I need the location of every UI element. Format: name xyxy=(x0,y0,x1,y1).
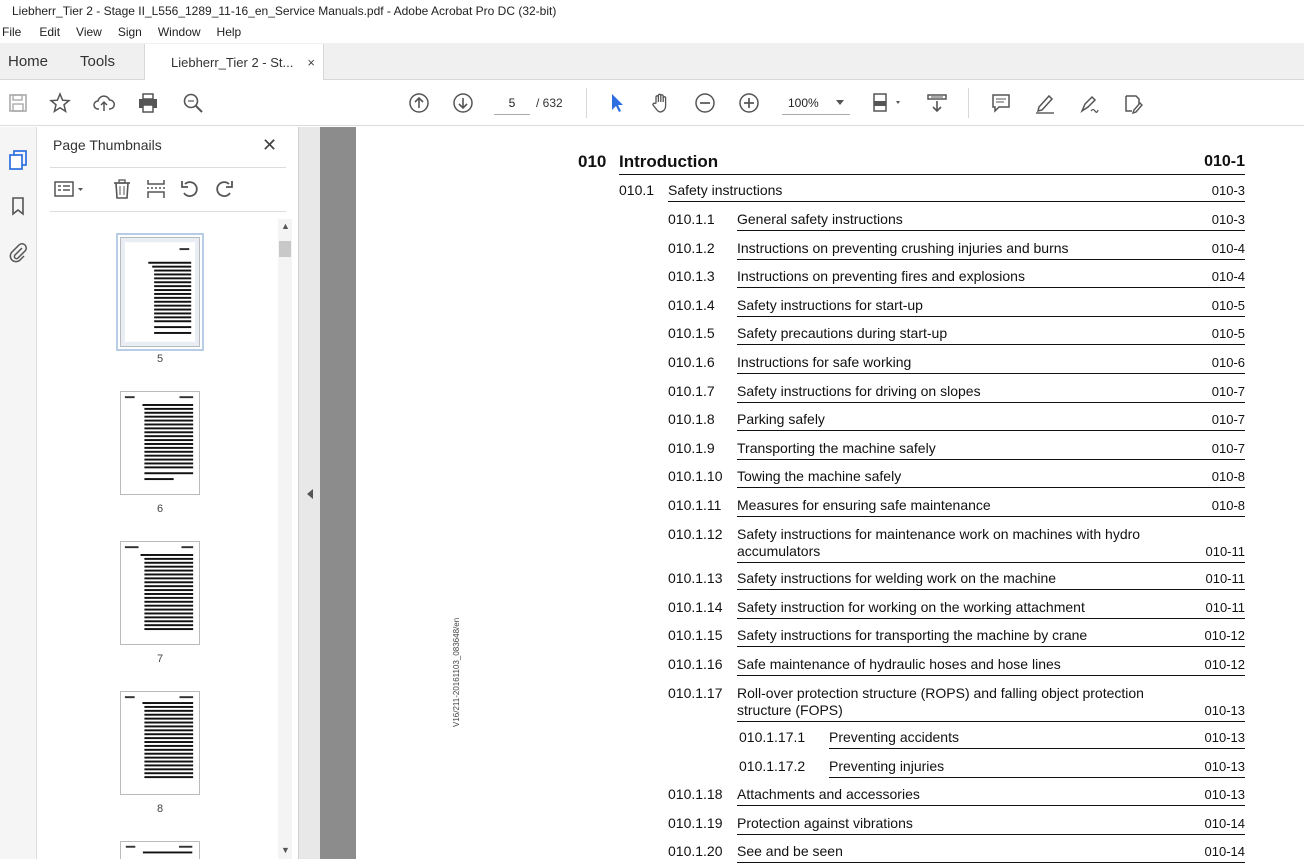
toc-entry-title: General safety instructions xyxy=(737,211,903,227)
toc-underline xyxy=(737,675,1245,676)
toc-entry-number: 010.1.3 xyxy=(668,268,715,285)
bookmark-star-icon[interactable] xyxy=(48,91,72,115)
toc-entry-number: 010.1.4 xyxy=(668,296,715,313)
page-thumbnail-9[interactable] xyxy=(120,841,200,859)
menu-file[interactable]: File xyxy=(2,25,22,39)
toc-entry[interactable] xyxy=(356,211,1245,233)
toc-entry[interactable] xyxy=(356,599,1245,621)
toc-underline xyxy=(829,748,1245,749)
toc-entry[interactable] xyxy=(356,440,1245,462)
close-panel-icon[interactable]: ✕ xyxy=(262,135,278,155)
toc-entry-title: Safety precautions during start-up xyxy=(737,325,948,342)
toc-entry-title: Safety instructions for maintenance work on machines with hydro xyxy=(737,525,1141,542)
toc-entry[interactable] xyxy=(356,354,1245,376)
toc-entry-number: 010.1.10 xyxy=(668,468,723,485)
toc-entry-number: 010.1.17 xyxy=(668,684,723,701)
delete-page-icon[interactable] xyxy=(110,177,134,201)
toc-entry-page: 010-3 xyxy=(1211,212,1245,227)
toc-entry-page: 010-13 xyxy=(1204,787,1245,803)
zoom-out-icon[interactable] xyxy=(693,91,717,115)
toc-entry[interactable] xyxy=(356,268,1245,290)
toc-underline xyxy=(829,777,1245,778)
toc-entry-title: Safe maintenance of hydraulic hoses and hose lines xyxy=(737,655,1061,672)
attachments-icon[interactable] xyxy=(5,239,31,265)
thumbnail-page-number: 6 xyxy=(156,503,164,515)
toc-underline xyxy=(737,721,1245,722)
zoom-level-select[interactable] xyxy=(782,91,850,115)
thumbnail-list xyxy=(38,215,278,859)
toc-entry-page: 010-11 xyxy=(1205,571,1245,587)
toc-entry-page: 010-12 xyxy=(1204,628,1245,644)
rotate-left-icon[interactable] xyxy=(178,177,202,201)
toc-entry[interactable] xyxy=(356,627,1245,649)
toc-entry-page: 010-13 xyxy=(1204,730,1245,745)
menu-window[interactable]: Window xyxy=(157,25,201,39)
thumbnail-preview xyxy=(121,238,199,346)
document-viewer xyxy=(320,127,1304,859)
next-page-icon[interactable] xyxy=(451,91,475,115)
toc-entry[interactable] xyxy=(356,468,1245,490)
panel-collapse-handle[interactable] xyxy=(298,127,320,859)
previous-page-icon[interactable] xyxy=(407,91,431,115)
page-thumbnail-5[interactable] xyxy=(120,237,200,347)
toc-underline xyxy=(737,618,1245,619)
toc-entry-page: 010-1 xyxy=(1204,153,1245,170)
toc-underline xyxy=(737,862,1245,863)
toc-entry-title: Safety instructions xyxy=(668,182,783,198)
toc-entry-page: 010-7 xyxy=(1211,440,1245,456)
toc-entry-page: 010-11 xyxy=(1205,543,1245,559)
page-thumbnail-8[interactable] xyxy=(120,691,200,795)
toc-entry-page: 010-12 xyxy=(1204,656,1245,672)
toc-entry-number: 010.1.16 xyxy=(668,655,723,672)
toc-entry-title: Safety instructions for driving on slopes xyxy=(737,382,981,399)
toc-entry-page: 010-7 xyxy=(1211,412,1245,428)
chevron-down-icon xyxy=(836,100,844,105)
toc-underline xyxy=(737,287,1245,288)
toc-entry-number: 010.1.2 xyxy=(668,239,715,256)
toc-entry-title: Safety instruction for working on the working attachment xyxy=(737,598,1085,615)
toc-entry-number: 010.1.8 xyxy=(668,411,715,428)
toc-entry-number: 010.1.14 xyxy=(668,598,723,615)
toc-entry[interactable] xyxy=(356,815,1245,837)
highlight-pen-icon[interactable] xyxy=(1033,91,1057,115)
toc-underline xyxy=(737,259,1245,260)
toc-entry[interactable] xyxy=(356,383,1245,405)
toc-entry-title: Transporting the machine safely xyxy=(737,439,936,456)
toc-entry-page: 010-8 xyxy=(1211,469,1245,485)
toc-entry-number: 010.1 xyxy=(619,182,655,198)
toc-entry[interactable] xyxy=(356,411,1245,433)
thumbnail-preview xyxy=(121,842,199,859)
fit-page-icon[interactable] xyxy=(870,91,906,115)
panel-title: Page Thumbnails xyxy=(53,137,162,153)
toc-entry-title: Protection against vibrations xyxy=(737,814,913,831)
toc-entry-title: Preventing accidents xyxy=(829,729,959,745)
toc-entry-page: 010-5 xyxy=(1211,297,1245,313)
toc-underline xyxy=(737,805,1245,806)
edit-form-icon[interactable] xyxy=(1121,91,1145,115)
toc-entry-page: 010-4 xyxy=(1211,269,1245,285)
toolbar-divider xyxy=(968,88,969,118)
toc-entry-page: 010-14 xyxy=(1204,815,1245,831)
toc-underline xyxy=(737,516,1245,517)
toc-entry-page: 010-4 xyxy=(1211,240,1245,256)
toc-entry-title: Roll-over protection structure (ROPS) and falling object protection xyxy=(737,684,1144,701)
toc-entry[interactable] xyxy=(356,729,1245,751)
main-toolbar xyxy=(0,80,1304,126)
toc-entry[interactable] xyxy=(356,297,1245,319)
toc-underline xyxy=(737,373,1245,374)
thumbnail-page-number: 8 xyxy=(156,803,164,815)
scroll-up-icon[interactable]: ▲ xyxy=(281,221,290,231)
scroll-down-icon[interactable]: ▼ xyxy=(281,845,290,855)
toc-underline xyxy=(668,201,1245,202)
page-thumbnails-panel xyxy=(38,127,298,859)
toc-entry-page: 010-14 xyxy=(1204,844,1245,860)
zoom-level-value: 100% xyxy=(788,96,819,110)
tab-document[interactable] xyxy=(144,44,324,80)
toc-entry-title: Introduction xyxy=(619,152,719,171)
thumbnail-scrollbar[interactable] xyxy=(278,219,292,859)
rotate-right-icon[interactable] xyxy=(212,177,236,201)
toc-underline xyxy=(737,589,1245,590)
search-icon[interactable] xyxy=(181,91,205,115)
zoom-in-icon[interactable] xyxy=(737,91,761,115)
hand-tool-icon[interactable] xyxy=(649,91,673,115)
cloud-upload-icon[interactable] xyxy=(92,91,116,115)
page-number-input[interactable]: 5 xyxy=(494,91,530,115)
menu-bar xyxy=(0,22,1304,43)
left-navigation-rail xyxy=(0,127,37,859)
toc-entry-number: 010.1.15 xyxy=(668,627,723,644)
tab-bar xyxy=(0,43,1304,80)
toc-entry-number: 010.1.17.2 xyxy=(739,757,806,774)
close-tab-icon[interactable]: × xyxy=(307,54,315,70)
toc-entry-title: Safety instructions for welding work on the machine xyxy=(737,570,1057,587)
toc-entry-number: 010.1.18 xyxy=(668,786,723,803)
toc-entry-page: 010-8 xyxy=(1211,498,1245,513)
toc-entry-title-continued: structure (FOPS) xyxy=(737,701,843,718)
menu-view[interactable]: View xyxy=(76,25,102,39)
toc-underline xyxy=(737,459,1245,460)
toc-entry-number: 010.1.7 xyxy=(668,382,715,399)
toc-entry[interactable] xyxy=(356,325,1245,347)
toc-entry[interactable] xyxy=(356,786,1245,808)
toc-entry-number: 010.1.12 xyxy=(668,525,723,542)
menu-edit[interactable]: Edit xyxy=(39,25,61,39)
menu-help[interactable]: Help xyxy=(216,25,242,39)
thumbnail-preview xyxy=(121,392,199,494)
toc-entry-page: 010-13 xyxy=(1204,702,1245,718)
toc-entry[interactable] xyxy=(356,684,1245,718)
pdf-page xyxy=(356,127,1304,859)
toc-entry-number: 010.1.13 xyxy=(668,570,723,587)
toc-underline xyxy=(737,646,1245,647)
toc-entry[interactable] xyxy=(356,843,1245,865)
insert-page-icon[interactable] xyxy=(144,177,168,201)
toc-underline xyxy=(737,430,1245,431)
thumbnail-page-number: 7 xyxy=(156,653,164,665)
comment-icon[interactable] xyxy=(989,91,1013,115)
page-thumbnail-7[interactable] xyxy=(120,541,200,645)
toc-entry-title: Measures for ensuring safe maintenance xyxy=(737,497,991,513)
toc-entry-title: Safety instructions for transporting the machine by crane xyxy=(737,627,1088,644)
toc-entry-page: 010-3 xyxy=(1211,183,1245,198)
toc-entry-number: 010.1.20 xyxy=(668,843,723,860)
toc-entry-page: 010-11 xyxy=(1205,599,1245,615)
toc-entry-title: Preventing injuries xyxy=(829,757,945,774)
toc-entry-title: See and be seen xyxy=(737,843,843,860)
toc-underline xyxy=(737,344,1245,345)
toc-entry-title: Instructions on preventing fires and explosions xyxy=(737,268,1025,285)
toc-entry[interactable] xyxy=(356,570,1245,592)
toc-entry-number: 010.1.11 xyxy=(668,497,722,513)
print-icon[interactable] xyxy=(136,91,160,115)
toc-entry-number: 010.1.1 xyxy=(668,211,715,227)
window-title: Liebherr_Tier 2 - Stage II_L556_1289_11-16_en_Service Manuals.pdf - Adobe Acrobat Pro DC (32-bit) xyxy=(0,0,1304,22)
toc-underline xyxy=(737,562,1245,563)
document-reference-code: V16/211-20161103_083648/en xyxy=(452,617,461,727)
sign-pen-icon[interactable] xyxy=(1077,91,1101,115)
tab-document-label: Liebherr_Tier 2 - St... xyxy=(171,54,294,70)
toc-underline xyxy=(619,174,1245,175)
toc-entry[interactable] xyxy=(356,240,1245,262)
page-thumbnails-icon[interactable] xyxy=(5,147,31,173)
toc-entry-number: 010.1.17.1 xyxy=(739,729,806,745)
page-thumbnail-6[interactable] xyxy=(120,391,200,495)
menu-sign[interactable]: Sign xyxy=(117,25,142,39)
toc-entry[interactable] xyxy=(356,182,1245,204)
toc-entry-number: 010 xyxy=(578,152,607,171)
toc-entry-title: Parking safely xyxy=(737,411,825,428)
bookmarks-icon[interactable] xyxy=(5,193,31,219)
toc-entry[interactable] xyxy=(356,758,1245,780)
toc-entry-number: 010.1.5 xyxy=(668,325,715,342)
toc-entry-number: 010.1.19 xyxy=(668,814,723,831)
toc-entry-page: 010-7 xyxy=(1211,383,1245,399)
thumbnail-preview xyxy=(121,542,199,644)
toc-underline xyxy=(737,316,1245,317)
tab-tools[interactable]: Tools xyxy=(80,53,116,70)
toc-entry[interactable] xyxy=(356,152,1245,174)
toolbar-divider xyxy=(586,88,587,118)
collapse-left-icon[interactable] xyxy=(307,489,313,499)
page-total: / 632 xyxy=(536,96,563,110)
toc-entry-title: Towing the machine safely xyxy=(737,468,902,485)
toc-entry-title: Safety instructions for start-up xyxy=(737,296,923,313)
tab-home[interactable]: Home xyxy=(8,53,49,70)
toc-underline xyxy=(737,230,1245,231)
toc-entry-title: Attachments and accessories xyxy=(737,786,920,803)
panel-divider xyxy=(50,211,286,212)
toc-entry-number: 010.1.6 xyxy=(668,354,715,370)
toc-entry-page: 010-6 xyxy=(1211,355,1245,370)
toc-entry[interactable] xyxy=(356,656,1245,678)
scrollbar-thumb[interactable] xyxy=(279,241,291,257)
scroll-mode-icon[interactable] xyxy=(925,91,949,115)
thumbnail-preview xyxy=(121,692,199,794)
thumbnail-tools xyxy=(50,175,286,203)
toc-underline xyxy=(737,487,1245,488)
toc-entry-title-continued: accumulators xyxy=(737,542,821,559)
toc-entry-page: 010-5 xyxy=(1211,326,1245,342)
select-cursor-icon[interactable] xyxy=(605,91,629,115)
thumbnail-options-icon[interactable] xyxy=(52,177,88,201)
toc-entry[interactable] xyxy=(356,497,1245,519)
toc-entry[interactable] xyxy=(356,525,1245,559)
toc-underline xyxy=(737,402,1245,403)
thumbnail-page-number: 5 xyxy=(156,353,164,365)
toc-entry-page: 010-13 xyxy=(1204,758,1245,774)
save-icon[interactable] xyxy=(6,91,30,115)
toc-entry-title: Instructions for safe working xyxy=(737,354,912,370)
panel-divider xyxy=(50,167,286,168)
toc-entry-number: 010.1.9 xyxy=(668,439,715,456)
toc-entry-title: Instructions on preventing crushing injuries and burns xyxy=(737,239,1069,256)
toc-underline xyxy=(737,834,1245,835)
